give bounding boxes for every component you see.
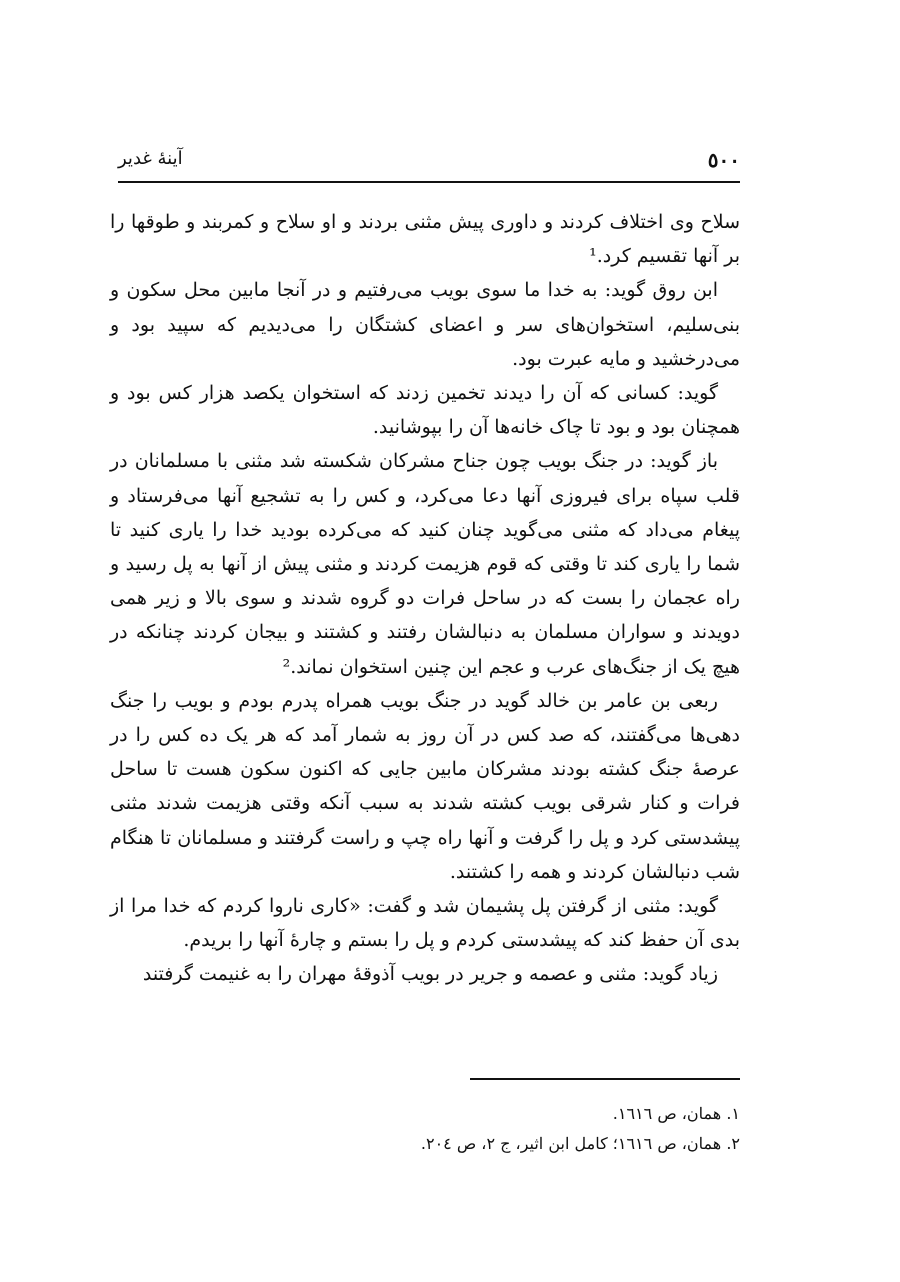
paragraph-6: گوید: مثنی از گرفتن پل پشیمان شد و گفت: «کاری ناروا کردم که خدا مرا از بدی آن حفظ کند که پیشدستی کردم و پل را بستم و چارهٔ آنها را بریدم. (110, 895, 740, 952)
running-title: آینهٔ غدیر (118, 148, 183, 169)
paragraph-4: باز گوید: در جنگ بویب چون جناح مشرکان شکسته شد مثنی با مسلمانان در قلب سپاه برای فیروزی آنها دعا می‌کرد، و کس را به تشجیع آنها می‌فرستاد و پیغام می‌داد که مثنی می‌گوید چنان کنید که می‌کرده بودید خدا را یاری کنید تا شما را یاری کند تا وقتی که قوم هزیمت کردند و مثنی پیش از آنها به پل رسید و راه عجمان را بست که در ساحل فرات دو گروه شدند و سوی بالا و زیر همی دویدند و سواران مسلمان به دنبالشان رفتند و کشتند و بیجان کردند چنانکه در هیچ یک از جنگ‌های عرب و عجم این چنین استخوان نماند.² (110, 450, 740, 678)
footnote-2: ٢. همان، ص ١٦١٦؛ کامل ابن اثیر، ج ٢، ص ٢٠٤. (420, 1134, 740, 1153)
header-rule (118, 181, 740, 183)
footnote-rule (470, 1078, 740, 1080)
page-header (118, 146, 740, 180)
paragraph-3: گوید: کسانی که آن را دیدند تخمین زدند که استخوان یکصد هزار کس بود و همچنان بود و بود تا چاک خانه‌ها آن را بپوشانید. (110, 382, 740, 439)
footnote-1: ١. همان، ص ١٦١٦. (612, 1104, 740, 1123)
paragraph-7: زیاد گوید: مثنی و عصمه و جریر در بویب آذوقهٔ مهران را به غنیمت گرفتند (142, 963, 718, 986)
page-number: ٥٠٠ (707, 148, 740, 172)
paragraph-1: سلاح وی اختلاف کردند و داوری پیش مثنی بردند و او سلاح و کمربند و طوقها را بر آنها تقسیم کرد.¹ (110, 211, 740, 268)
paragraph-2: ابن روق گوید: به خدا ما سوی بویب می‌رفتیم و در آنجا مابین محل سکون و بنی‌سلیم، استخوان‌های سر و اعضای کشتگان را می‌دیدیم که سپید بود و می‌درخشید و مایه عبرت بود. (110, 279, 740, 370)
body-text (110, 205, 740, 992)
paragraph-5: ربعی بن عامر بن خالد گوید در جنگ بویب همراه پدرم بودم و بویب را جنگ دهی‌ها می‌گفتند، که صد کس در آن روز به شمار آمد که هر یک ده کس را در عرصهٔ جنگ کشته بودند مشرکان مابین جایی که اکنون سکون هست تا ساحل فرات و کنار شرقی بویب کشته شدند به سبب آنکه وقتی هزیمت شدند مثنی پیشدستی کرد و پل را گرفت و آنها راه چپ و راست گرفتند و مسلمانان تا هنگام شب دنبالشان کردند و همه را کشتند. (110, 689, 740, 883)
footnotes (118, 1099, 740, 1159)
